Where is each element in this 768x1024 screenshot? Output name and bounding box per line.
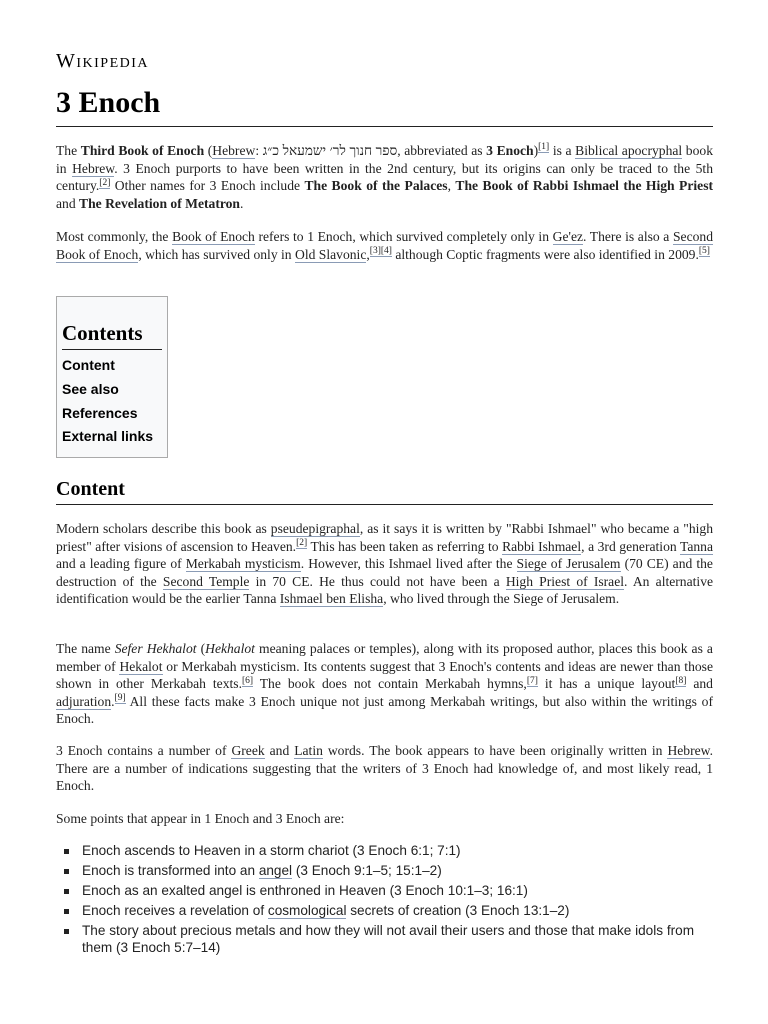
text: , which has survived only in xyxy=(138,246,295,262)
text: ( xyxy=(204,143,213,158)
hebrew-title: ספר חנוך לר׳ ישמעאל כ״ג xyxy=(262,143,398,158)
text: although Coptic fragments were also identified in 2009. xyxy=(391,246,699,262)
text: Modern scholars describe this book as xyxy=(56,521,271,536)
link-merkabah-mysticism[interactable]: Merkabah mysticism xyxy=(185,556,301,572)
bold-term: The Book of the Palaces xyxy=(304,178,448,194)
text: The xyxy=(56,143,81,158)
text: meaning palaces or temples), along with its proposed author, places this book as a member of xyxy=(56,641,713,674)
link-hebrew-2[interactable]: Hebrew xyxy=(72,160,115,176)
text: ) xyxy=(533,143,539,158)
text: is a xyxy=(549,143,576,158)
text: The story about precious metals and how they will not avail their users and those that make idols from them (3 Enoch 5:7–14) xyxy=(82,923,695,955)
text: . There is also a xyxy=(583,229,673,244)
reference-9[interactable]: [9] xyxy=(114,693,126,704)
text: refers to 1 Enoch, which survived completely only in xyxy=(254,229,553,244)
text: and xyxy=(56,195,80,211)
title-divider xyxy=(56,126,713,127)
reference-6[interactable]: [6] xyxy=(241,675,254,686)
text: and xyxy=(264,743,295,758)
text: , xyxy=(447,178,456,194)
logo-text: Wikipedia xyxy=(56,50,150,72)
text: Enoch is transformed into an xyxy=(82,863,259,878)
link-rabbi-ishmael[interactable]: Rabbi Ishmael xyxy=(502,538,582,554)
text: words. The book appears to have been originally written in xyxy=(322,743,668,758)
link-biblical-apocryphal[interactable]: Biblical apocryphal xyxy=(575,143,683,158)
text: 3 Enoch contains a number of xyxy=(56,743,232,758)
intro-paragraph-2 xyxy=(56,228,713,263)
italic-term: Hekhalot xyxy=(205,641,255,656)
text: . There are a number of indications suggesting that the writers of 3 Enoch had knowledge of, and most likely read, 1 Enoch. xyxy=(56,743,713,794)
text: . An alternative identification would be the earlier Tanna xyxy=(56,573,714,607)
link-adjuration[interactable]: adjuration xyxy=(56,693,112,709)
link-cosmological[interactable]: cosmological xyxy=(267,903,347,918)
wikipedia-logo[interactable] xyxy=(56,50,149,73)
text: . However, this Ishmael lived after the xyxy=(300,556,517,572)
link-siege-of-jerusalem[interactable]: Siege of Jerusalem xyxy=(516,556,621,572)
link-second-book-of-enoch[interactable]: Second Book of Enoch xyxy=(56,229,713,262)
text: . xyxy=(111,693,115,709)
bold-term: The Revelation of Metatron xyxy=(79,195,240,211)
toc-item-external-links[interactable]: External links xyxy=(62,428,154,444)
text: Other names for 3 Enoch include xyxy=(110,178,305,194)
bold-term: Third Book of Enoch xyxy=(80,143,205,158)
link-second-temple[interactable]: Second Temple xyxy=(162,573,250,589)
text: , xyxy=(366,246,370,262)
link-hebrew[interactable]: Hebrew xyxy=(212,143,256,158)
table-of-contents xyxy=(56,296,168,458)
text: Enoch as an exalted angel is enthroned in Heaven (3 Enoch 10:1–3; 16:1) xyxy=(82,883,528,898)
content-paragraph-3 xyxy=(56,742,713,795)
list-item xyxy=(56,922,702,956)
link-book-of-enoch[interactable]: Book of Enoch xyxy=(172,229,255,244)
text: Enoch receives a revelation of xyxy=(82,903,268,918)
toc-title: Contents xyxy=(62,321,143,345)
text: (3 Enoch 9:1–5; 15:1–2) xyxy=(292,863,442,878)
text: it has a unique layout xyxy=(537,676,676,692)
link-high-priest-of-israel[interactable]: High Priest of Israel xyxy=(505,573,625,589)
content-paragraph-4: Some points that appear in 1 Enoch and 3 Enoch are: xyxy=(56,811,345,826)
link-angel[interactable]: angel xyxy=(258,863,293,878)
link-latin[interactable]: Latin xyxy=(294,743,323,758)
text: All these facts make 3 Enoch unique not just among Merkabah writings, but also within the writings of Enoch. xyxy=(56,693,713,727)
content-paragraph-2 xyxy=(56,640,713,728)
intro-paragraph-1 xyxy=(56,142,713,212)
text: Enoch ascends to Heaven in a storm chariot (3 Enoch 6:1; 7:1) xyxy=(82,843,461,858)
text: : xyxy=(255,143,263,158)
reference-1[interactable]: [1] xyxy=(538,142,550,153)
text: , as it says it is written by "Rabbi Ishmael" who became a "high priest" after visions of ascension to Heaven. xyxy=(56,521,713,554)
text: The name xyxy=(56,641,115,656)
text: , abbreviated as xyxy=(397,143,487,158)
reference-8[interactable]: [8] xyxy=(675,675,687,686)
link-geez[interactable]: Ge'ez xyxy=(552,229,584,244)
link-greek[interactable]: Greek xyxy=(231,743,265,758)
list-item xyxy=(56,842,702,859)
link-hekalot[interactable]: Hekalot xyxy=(119,658,163,674)
bold-term: 3 Enoch xyxy=(486,143,534,158)
reference-4[interactable]: [4] xyxy=(380,246,392,257)
link-pseudepigraphal[interactable]: pseudepigraphal xyxy=(270,521,360,536)
reference-7[interactable]: [7] xyxy=(526,675,538,686)
page-title: 3 Enoch xyxy=(56,86,161,119)
text: or Merkabah mysticism. Its contents suggest that 3 Enoch's contents and ideas are newer than those shown in other Merkabah texts. xyxy=(56,658,713,692)
text: Most commonly, the xyxy=(56,229,173,244)
text: (70 CE) and the destruction of the xyxy=(56,556,713,589)
section-divider xyxy=(56,504,713,505)
text: This has been taken as referring to xyxy=(307,538,503,554)
text: in 70 CE. He thus could not have been a xyxy=(249,573,506,589)
toc-item-references[interactable]: References xyxy=(62,405,138,421)
link-tanna[interactable]: Tanna xyxy=(679,538,713,554)
reference-5[interactable]: [5] xyxy=(698,246,710,257)
list-item xyxy=(56,882,702,899)
toc-item-content[interactable]: Content xyxy=(62,357,115,373)
text: and a leading figure of xyxy=(56,556,186,572)
text: . xyxy=(240,195,244,211)
text: The book does not contain Merkabah hymns, xyxy=(253,676,527,692)
text: book in xyxy=(56,143,713,176)
link-hebrew-3[interactable]: Hebrew xyxy=(667,743,710,758)
italic-term: Sefer Hekhalot xyxy=(114,641,197,656)
content-paragraph-1 xyxy=(56,520,713,608)
text: secrets of creation (3 Enoch 13:1–2) xyxy=(346,903,570,918)
text: . 3 Enoch purports to have been written in the 2nd century, but its origins can only be traced to the 5th century. xyxy=(56,160,713,194)
link-old-slavonic[interactable]: Old Slavonic xyxy=(295,246,367,262)
reference-2[interactable]: [2] xyxy=(99,177,111,188)
list-item xyxy=(56,862,702,879)
text: ( xyxy=(196,641,206,656)
list-item xyxy=(56,902,702,919)
reference-3[interactable]: [3] xyxy=(369,246,381,257)
link-ishmael-ben-elisha[interactable]: Ishmael ben Elisha xyxy=(279,591,384,607)
bold-term: The Book of Rabbi Ishmael the High Priest xyxy=(455,178,714,194)
text: and xyxy=(686,676,713,692)
text: , who lived through the Siege of Jerusalem. xyxy=(383,591,620,607)
toc-divider xyxy=(62,349,162,350)
points-list xyxy=(56,842,713,959)
text: , a 3rd generation xyxy=(581,538,680,554)
reference-2b[interactable]: [2] xyxy=(296,538,308,549)
toc-item-see-also[interactable]: See also xyxy=(62,381,119,397)
section-heading-content: Content xyxy=(56,478,125,500)
